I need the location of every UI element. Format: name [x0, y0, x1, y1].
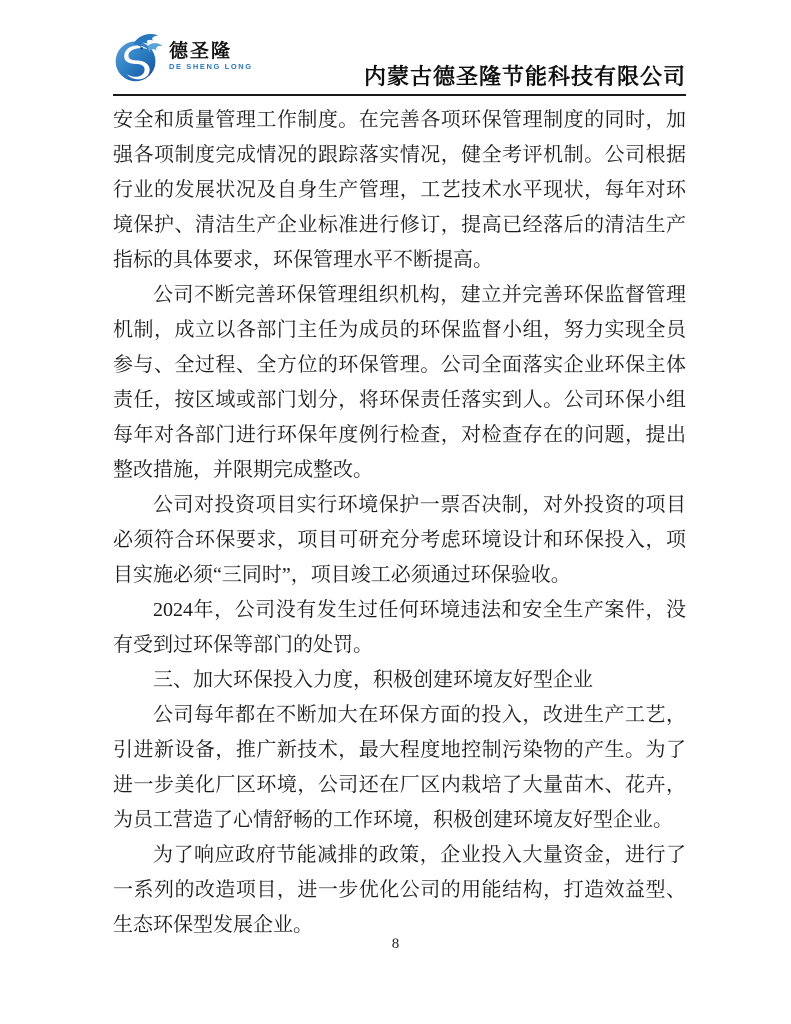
document-body [113, 103, 686, 943]
paragraph-3: 公司对投资项目实行环境保护一票否决制，对外投资的项目必须符合环保要求，项目可研充分考虑环境设计和环保投入，项目实施必须“三同时”，项目竣工必须通过环保验收。 [113, 494, 686, 586]
paragraph-5: 公司每年都在不断加大在环保方面的投入，改进生产工艺，引进新设备，推广新技术，最大程度地控制污染物的产生。为了进一步美化厂区环境，公司还在厂区内栽培了大量苗木、花卉，为员工营造了心情舒畅的工作环境，积极创建环境友好型企业。 [113, 704, 686, 831]
content-area [113, 0, 686, 943]
logo-name-cn: 德圣隆 [169, 41, 233, 62]
paragraph-2: 公司不断完善环保管理组织机构，建立并完善环保监督管理机制，成立以各部门主任为成员的环保监督小组，努力实现全员参与、全过程、全方位的环保管理。公司全面落实企业环保主体责任，按区域或部门划分，将环保责任落实到人。公司环保小组每年对各部门进行环保年度例行检查，对检查存在的问题，提出整改措施，并限期完成整改。 [113, 284, 686, 481]
paragraph-4: 2024年，公司没有发生过任何环境违法和安全生产案件，没有受到过环保等部门的处罚。 [113, 599, 686, 656]
company-logo [113, 30, 253, 84]
logo-name-en: DE SHENG LONG [169, 62, 253, 71]
section-heading-3: 三、加大环保投入力度，积极创建环境友好型企业 [153, 669, 593, 691]
page-number: 8 [391, 936, 400, 952]
company-name: 内蒙古德圣隆节能科技有限公司 [363, 64, 686, 89]
page-header [113, 0, 686, 96]
logo-text [169, 42, 253, 72]
logo-icon [113, 30, 165, 84]
paragraph-6: 为了响应政府节能减排的政策，企业投入大量资金，进行了一系列的改造项目，进一步优化公司的用能结构，打造效益型、生态环保型发展企业。 [113, 844, 686, 936]
paragraph-1: 安全和质量管理工作制度。在完善各项环保管理制度的同时，加强各项制度完成情况的跟踪落实情况，健全考评机制。公司根据行业的发展状况及自身生产管理，工艺技术水平现状，每年对环境保护、清洁生产企业标准进行修订，提高已经落后的清洁生产指标的具体要求，环保管理水平不断提高。 [113, 109, 686, 271]
